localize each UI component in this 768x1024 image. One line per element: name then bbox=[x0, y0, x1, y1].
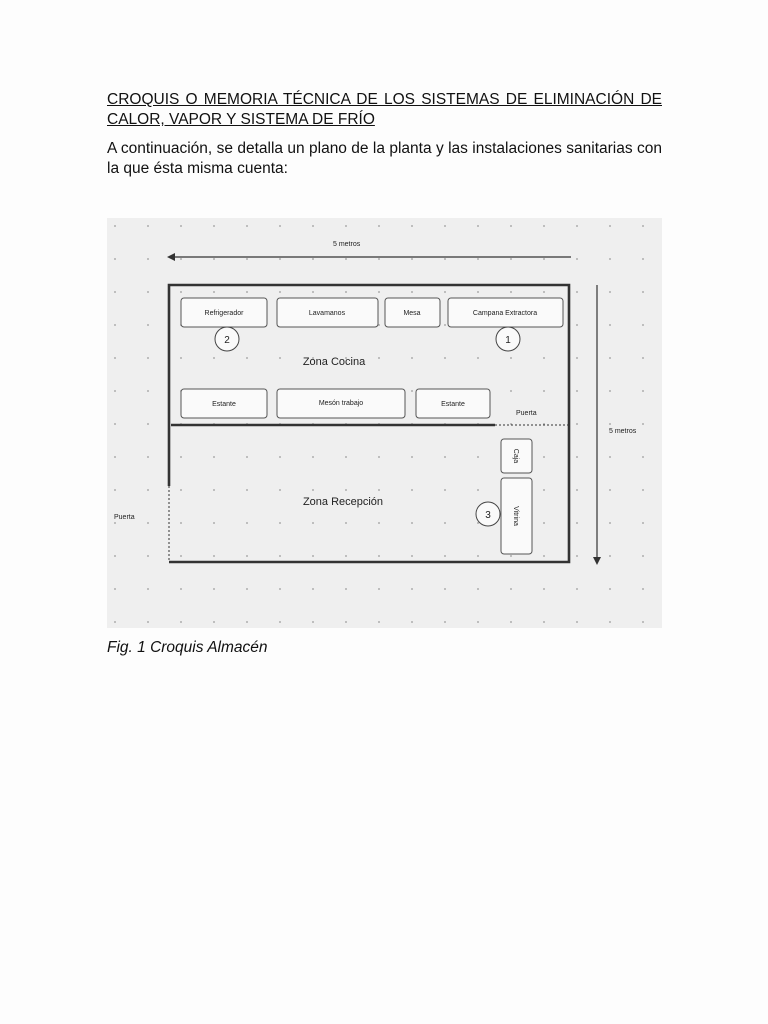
document-heading bbox=[107, 90, 662, 130]
heading-line-1: CROQUIS O MEMORIA TÉCNICA DE LOS SISTEMAS DE ELIMINACIÓN DE bbox=[107, 91, 662, 108]
zona-cocina-label: Zona Cocina bbox=[302, 356, 366, 368]
door-label-right: Puerta bbox=[516, 410, 537, 417]
marker-1-label: 1 bbox=[505, 335, 511, 346]
estante-label-1: Estante bbox=[212, 401, 236, 408]
heading-line-2: CALOR, VAPOR Y SISTEMA DE FRÍO bbox=[107, 111, 375, 128]
vitrina-label: Vitrina bbox=[512, 506, 519, 526]
caja-label: Caja bbox=[512, 448, 519, 464]
width-label: 5 metros bbox=[333, 241, 361, 248]
mesa-label: Mesa bbox=[403, 310, 421, 317]
floor-plan-diagram bbox=[107, 218, 662, 628]
figure-caption: Fig. 1 Croquis Almacén bbox=[107, 639, 268, 656]
intro-line-2: la que ésta misma cuenta: bbox=[107, 160, 288, 177]
meson-label: Mesón trabajo bbox=[318, 400, 364, 407]
door-label-left: Puerta bbox=[114, 514, 135, 521]
height-label: 5 metros bbox=[609, 428, 637, 435]
estante-label-2: Estante bbox=[441, 401, 465, 408]
lavamanos-label: Lavamanos bbox=[308, 310, 346, 317]
zona-recepcion-label: Zona Recepción bbox=[302, 496, 384, 508]
marker-3-label: 3 bbox=[485, 510, 491, 521]
dot-grid bbox=[107, 218, 662, 628]
intro-line-1: A continuación, se detalla un plano de la planta y las instalaciones sanitarias con bbox=[107, 140, 662, 157]
intro-paragraph bbox=[107, 139, 662, 179]
marker-2-label: 2 bbox=[224, 335, 230, 346]
refrigerador-label: Refrigerador bbox=[204, 310, 244, 317]
floor-plan-figure bbox=[107, 218, 662, 628]
campana-label: Campana Extractora bbox=[472, 310, 538, 317]
